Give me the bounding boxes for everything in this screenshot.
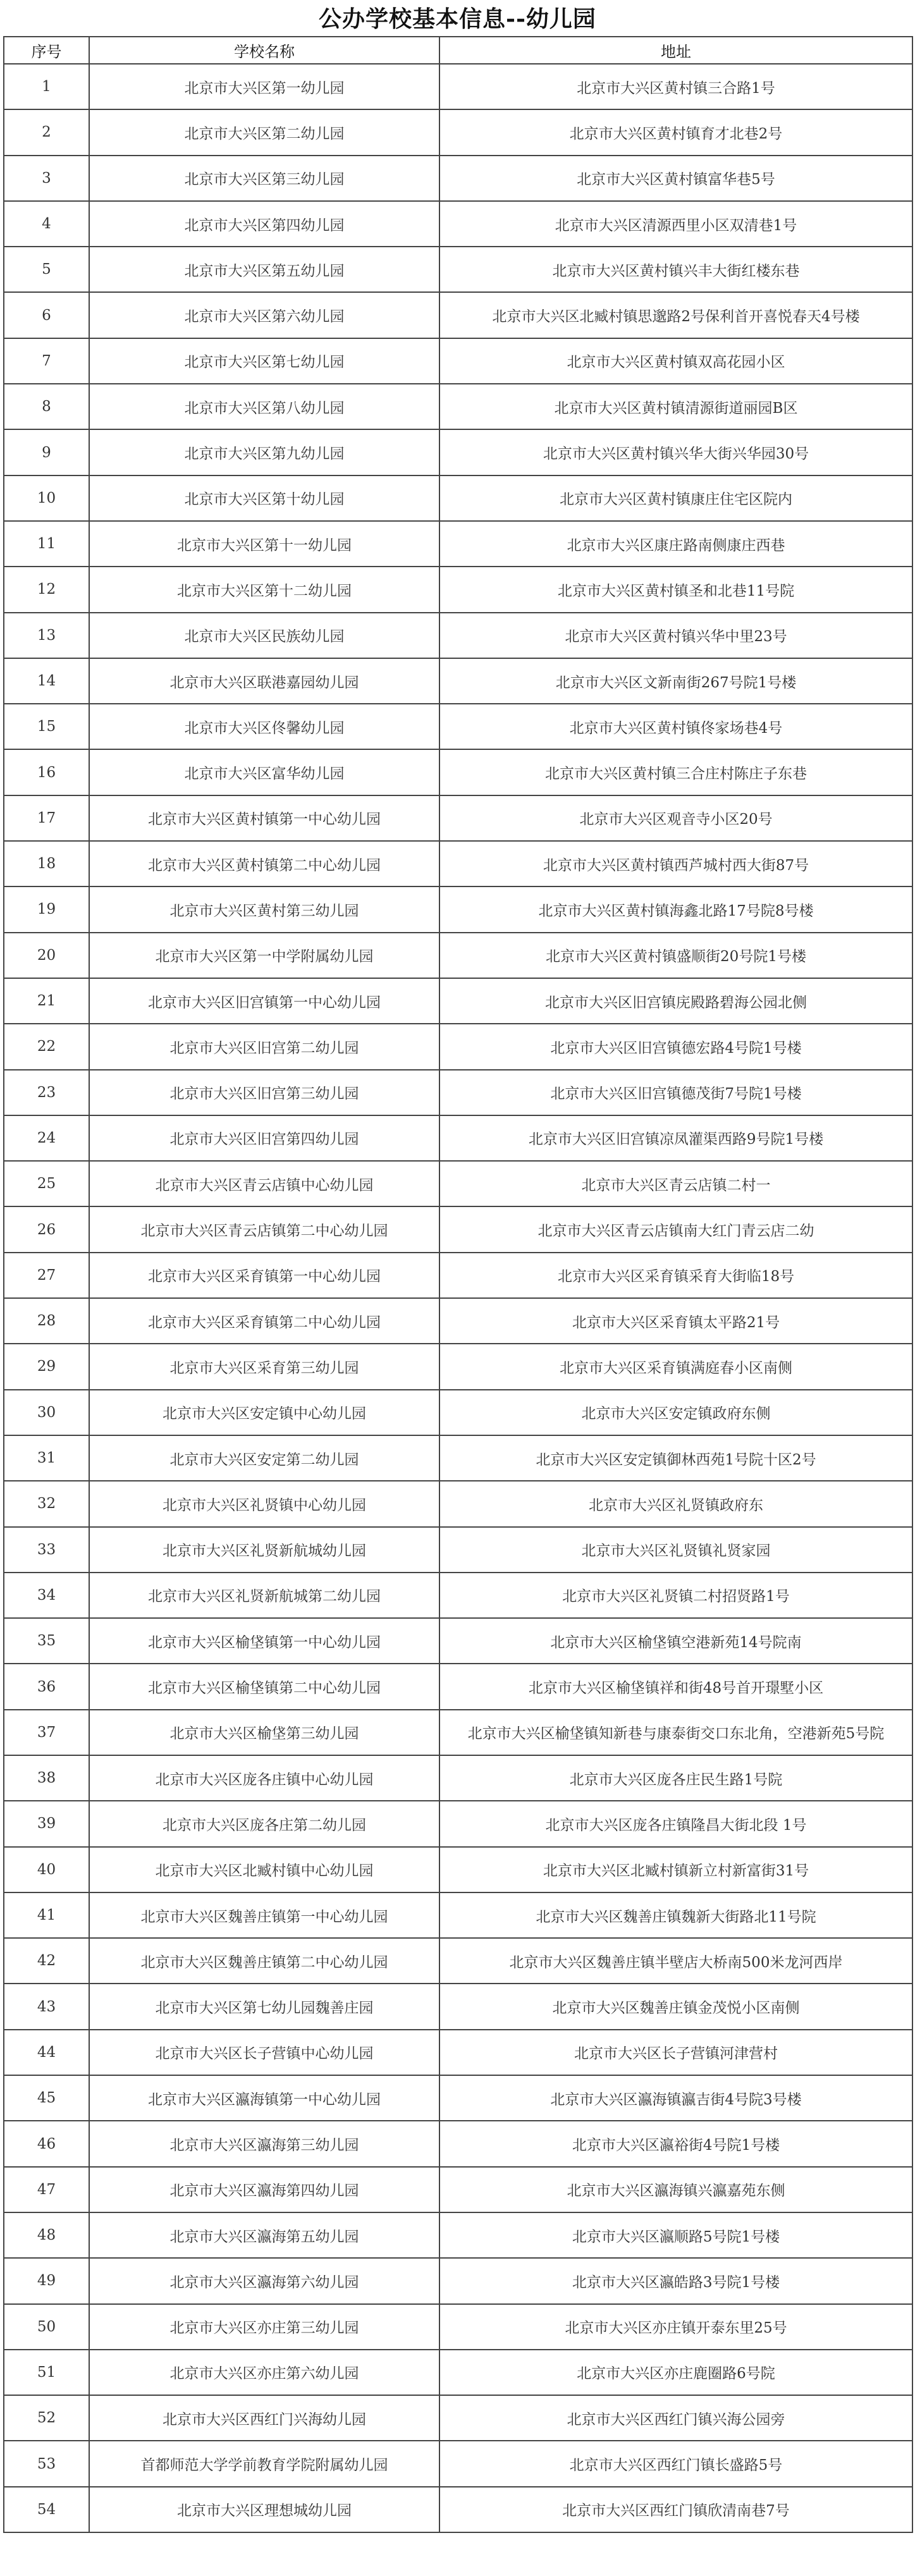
row-number-cell: 15 [4, 704, 89, 749]
table-row [4, 2395, 912, 2441]
row-number-cell: 22 [4, 1024, 89, 1069]
school-name-cell: 北京市大兴区第一幼儿园 [89, 64, 439, 109]
school-name-cell: 北京市大兴区理想城幼儿园 [89, 2487, 439, 2532]
table-row [4, 613, 912, 658]
address-cell: 北京市大兴区黄村镇康庄住宅区院内 [439, 475, 912, 521]
school-name-cell: 北京市大兴区长子营镇中心幼儿园 [89, 2030, 439, 2075]
address-cell: 北京市大兴区礼贤镇二村招贤路1号 [439, 1573, 912, 1618]
table-row [4, 1618, 912, 1664]
row-number-cell: 40 [4, 1847, 89, 1892]
table-body [4, 64, 912, 2532]
row-number-cell: 54 [4, 2487, 89, 2532]
row-number-cell: 8 [4, 384, 89, 429]
school-name-cell: 北京市大兴区礼贤新航城第二幼儿园 [89, 1573, 439, 1618]
header-number: 序号 [4, 37, 89, 64]
address-cell: 北京市大兴区魏善庄镇金茂悦小区南侧 [439, 1984, 912, 2029]
row-number-cell: 27 [4, 1253, 89, 1298]
school-name-cell: 北京市大兴区富华幼儿园 [89, 749, 439, 795]
school-name-cell: 北京市大兴区佟馨幼儿园 [89, 704, 439, 749]
school-name-cell: 北京市大兴区第七幼儿园 [89, 338, 439, 384]
school-name-cell: 北京市大兴区第九幼儿园 [89, 429, 439, 475]
address-cell: 北京市大兴区榆垡镇空港新苑14号院南 [439, 1618, 912, 1664]
address-cell: 北京市大兴区黄村镇双高花园小区 [439, 338, 912, 384]
address-cell: 北京市大兴区瀛裕街4号院1号楼 [439, 2121, 912, 2166]
address-cell: 北京市大兴区黄村镇西芦城村西大街87号 [439, 841, 912, 886]
school-name-cell: 北京市大兴区黄村镇第二中心幼儿园 [89, 841, 439, 886]
address-cell: 北京市大兴区庞各庄镇隆昌大街北段 1号 [439, 1801, 912, 1846]
table-row [4, 109, 912, 155]
page-title: 公办学校基本信息--幼儿园 [319, 6, 596, 32]
table-row [4, 2075, 912, 2121]
address-cell: 北京市大兴区瀛海镇瀛吉街4号院3号楼 [439, 2075, 912, 2121]
row-number-cell: 43 [4, 1984, 89, 2029]
school-name-cell: 北京市大兴区第三幼儿园 [89, 156, 439, 201]
address-cell: 北京市大兴区旧宫镇德宏路4号院1号楼 [439, 1024, 912, 1069]
school-name-cell: 北京市大兴区第五幼儿园 [89, 247, 439, 292]
kindergarten-table [3, 36, 913, 2533]
table-row [4, 1664, 912, 1709]
school-name-cell: 北京市大兴区魏善庄镇第二中心幼儿园 [89, 1938, 439, 1984]
table-row [4, 1253, 912, 1298]
address-cell: 北京市大兴区清源西里小区双清巷1号 [439, 201, 912, 247]
school-name-cell: 北京市大兴区第二幼儿园 [89, 109, 439, 155]
table-row [4, 933, 912, 978]
row-number-cell: 46 [4, 2121, 89, 2166]
row-number-cell: 3 [4, 156, 89, 201]
school-name-cell: 北京市大兴区榆垡镇第一中心幼儿园 [89, 1618, 439, 1664]
table-row [4, 2212, 912, 2258]
school-name-cell: 北京市大兴区安定镇中心幼儿园 [89, 1390, 439, 1435]
table-row [4, 1161, 912, 1206]
row-number-cell: 19 [4, 886, 89, 932]
address-cell: 北京市大兴区黄村镇海鑫北路17号院8号楼 [439, 886, 912, 932]
row-number-cell: 34 [4, 1573, 89, 1618]
address-cell: 北京市大兴区礼贤镇政府东 [439, 1481, 912, 1526]
table-row [4, 1938, 912, 1984]
row-number-cell: 37 [4, 1710, 89, 1755]
row-number-cell: 52 [4, 2395, 89, 2441]
school-name-cell: 北京市大兴区第六幼儿园 [89, 292, 439, 338]
school-name-cell: 北京市大兴区瀛海第六幼儿园 [89, 2258, 439, 2303]
address-cell: 北京市大兴区庞各庄民生路1号院 [439, 1755, 912, 1801]
address-cell: 北京市大兴区观音寺小区20号 [439, 795, 912, 841]
table-row [4, 1755, 912, 1801]
table-row [4, 1115, 912, 1161]
school-name-cell: 北京市大兴区魏善庄镇第一中心幼儿园 [89, 1892, 439, 1938]
row-number-cell: 1 [4, 64, 89, 109]
school-name-cell: 北京市大兴区亦庄第三幼儿园 [89, 2304, 439, 2350]
school-name-cell: 北京市大兴区采育镇第二中心幼儿园 [89, 1298, 439, 1344]
address-cell: 北京市大兴区黄村镇盛顺街20号院1号楼 [439, 933, 912, 978]
address-cell: 北京市大兴区瀛海镇兴瀛嘉苑东侧 [439, 2167, 912, 2212]
row-number-cell: 33 [4, 1527, 89, 1573]
school-name-cell: 北京市大兴区瀛海第四幼儿园 [89, 2167, 439, 2212]
school-name-cell: 北京市大兴区第十二幼儿园 [89, 567, 439, 612]
address-cell: 北京市大兴区瀛顺路5号院1号楼 [439, 2212, 912, 2258]
row-number-cell: 14 [4, 658, 89, 704]
table-row [4, 567, 912, 612]
table-row [4, 795, 912, 841]
school-name-cell: 北京市大兴区采育第三幼儿园 [89, 1344, 439, 1389]
table-row [4, 1344, 912, 1389]
row-number-cell: 42 [4, 1938, 89, 1984]
address-cell: 北京市大兴区亦庄镇开泰东里25号 [439, 2304, 912, 2350]
school-name-cell: 北京市大兴区瀛海镇第一中心幼儿园 [89, 2075, 439, 2121]
school-name-cell: 北京市大兴区旧宫第四幼儿园 [89, 1115, 439, 1161]
address-cell: 北京市大兴区北臧村镇思邈路2号保利首开喜悦春天4号楼 [439, 292, 912, 338]
table-row [4, 156, 912, 201]
row-number-cell: 35 [4, 1618, 89, 1664]
address-cell: 北京市大兴区采育镇满庭春小区南侧 [439, 1344, 912, 1389]
school-name-cell: 北京市大兴区北臧村镇中心幼儿园 [89, 1847, 439, 1892]
school-name-cell: 北京市大兴区旧宫第三幼儿园 [89, 1070, 439, 1115]
address-cell: 北京市大兴区黄村镇圣和北巷11号院 [439, 567, 912, 612]
table-row [4, 2441, 912, 2486]
address-cell: 北京市大兴区安定镇政府东侧 [439, 1390, 912, 1435]
school-name-cell: 北京市大兴区民族幼儿园 [89, 613, 439, 658]
row-number-cell: 31 [4, 1435, 89, 1481]
row-number-cell: 51 [4, 2350, 89, 2395]
row-number-cell: 38 [4, 1755, 89, 1801]
table-row [4, 841, 912, 886]
address-cell: 北京市大兴区康庄路南侧康庄西巷 [439, 521, 912, 567]
school-name-cell: 北京市大兴区第十幼儿园 [89, 475, 439, 521]
table-row [4, 978, 912, 1024]
row-number-cell: 29 [4, 1344, 89, 1389]
address-cell: 北京市大兴区青云店镇二村一 [439, 1161, 912, 1206]
table-row [4, 1481, 912, 1526]
address-cell: 北京市大兴区采育镇太平路21号 [439, 1298, 912, 1344]
row-number-cell: 36 [4, 1664, 89, 1709]
row-number-cell: 48 [4, 2212, 89, 2258]
table-row [4, 384, 912, 429]
row-number-cell: 16 [4, 749, 89, 795]
address-cell: 北京市大兴区旧宫镇德茂街7号院1号楼 [439, 1070, 912, 1115]
school-name-cell: 北京市大兴区亦庄第六幼儿园 [89, 2350, 439, 2395]
table-row [4, 292, 912, 338]
row-number-cell: 5 [4, 247, 89, 292]
school-name-cell: 北京市大兴区青云店镇中心幼儿园 [89, 1161, 439, 1206]
school-name-cell: 北京市大兴区第十一幼儿园 [89, 521, 439, 567]
address-cell: 北京市大兴区长子营镇河津营村 [439, 2030, 912, 2075]
school-name-cell: 北京市大兴区榆垡镇第二中心幼儿园 [89, 1664, 439, 1709]
row-number-cell: 41 [4, 1892, 89, 1938]
table-row [4, 1298, 912, 1344]
table-row [4, 1435, 912, 1481]
header-address: 地址 [439, 37, 912, 64]
row-number-cell: 10 [4, 475, 89, 521]
address-cell: 北京市大兴区榆垡镇祥和街48号首开璟墅小区 [439, 1664, 912, 1709]
table-row [4, 658, 912, 704]
row-number-cell: 24 [4, 1115, 89, 1161]
row-number-cell: 21 [4, 978, 89, 1024]
address-cell: 北京市大兴区黄村镇佟家场巷4号 [439, 704, 912, 749]
row-number-cell: 39 [4, 1801, 89, 1846]
table-row [4, 1024, 912, 1069]
row-number-cell: 28 [4, 1298, 89, 1344]
address-cell: 北京市大兴区采育镇采育大街临18号 [439, 1253, 912, 1298]
school-name-cell: 北京市大兴区第八幼儿园 [89, 384, 439, 429]
row-number-cell: 50 [4, 2304, 89, 2350]
school-name-cell: 北京市大兴区旧宫第二幼儿园 [89, 1024, 439, 1069]
address-cell: 北京市大兴区黄村镇三合庄村陈庄子东巷 [439, 749, 912, 795]
table-row [4, 704, 912, 749]
address-cell: 北京市大兴区魏善庄镇半壁店大桥南500米龙河西岸 [439, 1938, 912, 1984]
table-row [4, 475, 912, 521]
address-cell: 北京市大兴区青云店镇南大红门青云店二幼 [439, 1206, 912, 1252]
table-row [4, 1573, 912, 1618]
row-number-cell: 17 [4, 795, 89, 841]
table-row [4, 2258, 912, 2303]
address-cell: 北京市大兴区黄村镇兴丰大街红楼东巷 [439, 247, 912, 292]
table-row [4, 1892, 912, 1938]
table-row [4, 1070, 912, 1115]
table-row [4, 2487, 912, 2532]
address-cell: 北京市大兴区榆垡镇知新巷与康泰街交口东北角，空港新苑5号院 [439, 1710, 912, 1755]
address-cell: 北京市大兴区北臧村镇新立村新富街31号 [439, 1847, 912, 1892]
address-cell: 北京市大兴区黄村镇三合路1号 [439, 64, 912, 109]
table-row [4, 1527, 912, 1573]
address-cell: 北京市大兴区礼贤镇礼贤家园 [439, 1527, 912, 1573]
row-number-cell: 44 [4, 2030, 89, 2075]
table-row [4, 64, 912, 109]
school-name-cell: 北京市大兴区第一中学附属幼儿园 [89, 933, 439, 978]
header-row [4, 37, 912, 64]
school-name-cell: 北京市大兴区西红门兴海幼儿园 [89, 2395, 439, 2441]
row-number-cell: 11 [4, 521, 89, 567]
table-row [4, 2121, 912, 2166]
school-name-cell: 北京市大兴区第七幼儿园魏善庄园 [89, 1984, 439, 2029]
school-name-cell: 北京市大兴区礼贤新航城幼儿园 [89, 1527, 439, 1573]
row-number-cell: 4 [4, 201, 89, 247]
school-name-cell: 北京市大兴区第四幼儿园 [89, 201, 439, 247]
header-school-name: 学校名称 [89, 37, 439, 64]
address-cell: 北京市大兴区安定镇御林西苑1号院十区2号 [439, 1435, 912, 1481]
row-number-cell: 7 [4, 338, 89, 384]
address-cell: 北京市大兴区西红门镇欣清南巷7号 [439, 2487, 912, 2532]
table-row [4, 1710, 912, 1755]
row-number-cell: 26 [4, 1206, 89, 1252]
school-name-cell: 北京市大兴区礼贤镇中心幼儿园 [89, 1481, 439, 1526]
school-name-cell: 北京市大兴区黄村镇第一中心幼儿园 [89, 795, 439, 841]
school-name-cell: 北京市大兴区榆垡第三幼儿园 [89, 1710, 439, 1755]
table-row [4, 201, 912, 247]
address-cell: 北京市大兴区文新南街267号院1号楼 [439, 658, 912, 704]
address-cell: 北京市大兴区西红门镇兴海公园旁 [439, 2395, 912, 2441]
school-name-cell: 北京市大兴区采育镇第一中心幼儿园 [89, 1253, 439, 1298]
school-name-cell: 北京市大兴区青云店镇第二中心幼儿园 [89, 1206, 439, 1252]
address-cell: 北京市大兴区瀛皓路3号院1号楼 [439, 2258, 912, 2303]
table-row [4, 2350, 912, 2395]
table-row [4, 2167, 912, 2212]
table-row [4, 1390, 912, 1435]
school-name-cell: 北京市大兴区庞各庄镇中心幼儿园 [89, 1755, 439, 1801]
table-header [4, 37, 912, 64]
school-name-cell: 北京市大兴区黄村第三幼儿园 [89, 886, 439, 932]
address-cell: 北京市大兴区黄村镇富华巷5号 [439, 156, 912, 201]
table-row [4, 521, 912, 567]
school-name-cell: 北京市大兴区旧宫镇第一中心幼儿园 [89, 978, 439, 1024]
school-name-cell: 北京市大兴区瀛海第三幼儿园 [89, 2121, 439, 2166]
address-cell: 北京市大兴区亦庄鹿圈路6号院 [439, 2350, 912, 2395]
school-name-cell: 北京市大兴区联港嘉园幼儿园 [89, 658, 439, 704]
row-number-cell: 13 [4, 613, 89, 658]
row-number-cell: 2 [4, 109, 89, 155]
row-number-cell: 12 [4, 567, 89, 612]
table-row [4, 1984, 912, 2029]
address-cell: 北京市大兴区黄村镇清源街道丽园B区 [439, 384, 912, 429]
school-name-cell: 北京市大兴区安定第二幼儿园 [89, 1435, 439, 1481]
row-number-cell: 25 [4, 1161, 89, 1206]
address-cell: 北京市大兴区黄村镇兴华中里23号 [439, 613, 912, 658]
address-cell: 北京市大兴区黄村镇育才北巷2号 [439, 109, 912, 155]
row-number-cell: 9 [4, 429, 89, 475]
row-number-cell: 30 [4, 1390, 89, 1435]
row-number-cell: 53 [4, 2441, 89, 2486]
table-row [4, 1847, 912, 1892]
row-number-cell: 6 [4, 292, 89, 338]
school-name-cell: 北京市大兴区瀛海第五幼儿园 [89, 2212, 439, 2258]
table-row [4, 749, 912, 795]
table-row [4, 429, 912, 475]
table-row [4, 2304, 912, 2350]
row-number-cell: 49 [4, 2258, 89, 2303]
row-number-cell: 18 [4, 841, 89, 886]
table-row [4, 2030, 912, 2075]
address-cell: 北京市大兴区黄村镇兴华大街兴华园30号 [439, 429, 912, 475]
table-row [4, 338, 912, 384]
row-number-cell: 32 [4, 1481, 89, 1526]
row-number-cell: 45 [4, 2075, 89, 2121]
table-row [4, 1801, 912, 1846]
row-number-cell: 47 [4, 2167, 89, 2212]
address-cell: 北京市大兴区旧宫镇凉凤灌渠西路9号院1号楼 [439, 1115, 912, 1161]
table-row [4, 886, 912, 932]
row-number-cell: 20 [4, 933, 89, 978]
table-row [4, 247, 912, 292]
school-name-cell: 北京市大兴区庞各庄第二幼儿园 [89, 1801, 439, 1846]
table-row [4, 1206, 912, 1252]
address-cell: 北京市大兴区魏善庄镇魏新大街路北11号院 [439, 1892, 912, 1938]
address-cell: 北京市大兴区旧宫镇庑殿路碧海公园北侧 [439, 978, 912, 1024]
address-cell: 北京市大兴区西红门镇长盛路5号 [439, 2441, 912, 2486]
school-name-cell: 首都师范大学学前教育学院附属幼儿园 [89, 2441, 439, 2486]
row-number-cell: 23 [4, 1070, 89, 1115]
